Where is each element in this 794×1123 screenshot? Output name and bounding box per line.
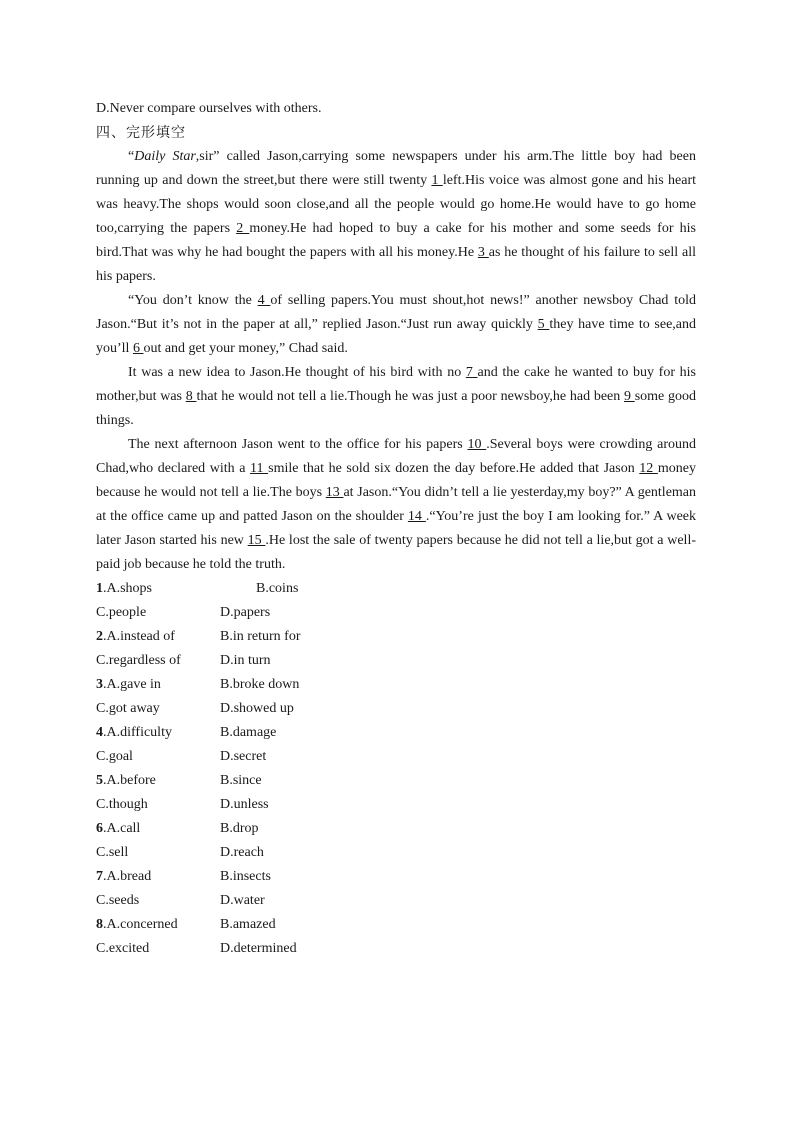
cloze-blank: 15 [247, 533, 266, 548]
cloze-blank: 5 [537, 317, 550, 332]
passage-text: out and get your money,” Chad said. [143, 341, 348, 356]
cloze-blank: 4 [257, 293, 271, 308]
option-b: B.coins [256, 581, 299, 596]
option-row [96, 793, 696, 817]
passage-text: The next afternoon Jason went to the office for his papers [128, 437, 468, 452]
option-b: B.amazed [220, 917, 276, 932]
passage-text: smile that he sold six dozen the day before.He added that Jason [268, 461, 640, 476]
cloze-blank: 10 [467, 437, 487, 452]
option-row [96, 865, 696, 889]
passage-text: money because he would not tell a lie.The boys [96, 461, 696, 500]
option-c: C.regardless of [96, 653, 181, 668]
cloze-blank: 11 [250, 461, 269, 476]
option-b: B.since [220, 773, 262, 788]
option-a-text: .A.bread [103, 869, 152, 884]
option-row [96, 745, 696, 769]
passage-text: money.He had hoped to buy a cake for his mother and some seeds for his bird.That was why he had bought the papers with all his money.He [96, 221, 696, 260]
option-c: C.goal [96, 749, 133, 764]
option-row [96, 649, 696, 673]
newspaper-title: Daily Star [134, 149, 196, 164]
passage-text: .Several boys were crowding around Chad,who declared with a [96, 437, 696, 476]
passage-text: of selling papers.You must shout,hot news!” another newsboy Chad told Jason.“But it’s not in the paper at all,” replied Jason.“Just run away quickly [96, 293, 697, 332]
option-c: C.excited [96, 941, 150, 956]
option-a [96, 865, 220, 889]
cloze-blank: 2 [236, 221, 250, 236]
option-row [96, 817, 696, 841]
cloze-blank: 14 [407, 509, 426, 524]
passage-paragraph [96, 433, 696, 577]
cloze-blank: 8 [185, 389, 197, 404]
option-row [96, 673, 696, 697]
passage-text: as he thought of his failure to sell all his papers. [96, 245, 696, 284]
question-number: 8 [96, 917, 103, 932]
option-a [96, 769, 220, 793]
option-row [96, 577, 696, 601]
option-row [96, 697, 696, 721]
passage-text: they have time to see,and you’ll [96, 317, 697, 356]
option-d: D.water [220, 893, 265, 908]
option-d: D.determined [220, 941, 297, 956]
option-row [96, 625, 696, 649]
question-number: 5 [96, 773, 103, 788]
option-a-text: .A.instead of [103, 629, 175, 644]
passage-text: at Jason.“You didn’t tell a lie yesterday,my boy?” A gentleman at the office came up and patted Jason on the shoulder [96, 485, 697, 524]
options-list [96, 577, 696, 961]
passage-paragraph [96, 145, 696, 289]
option-a-text: .A.call [103, 821, 141, 836]
option-a-text: .A.difficulty [103, 725, 172, 740]
option-d: D.unless [220, 797, 269, 812]
cloze-blank: 3 [477, 245, 489, 260]
option-d: D.secret [220, 749, 267, 764]
section-heading: 四、完形填空 [96, 125, 186, 141]
cloze-blank: 1 [431, 173, 443, 188]
question-number: 1 [96, 581, 103, 596]
option-b: B.broke down [220, 677, 300, 692]
option-row [96, 721, 696, 745]
option-a [96, 673, 220, 697]
option-c: C.though [96, 797, 148, 812]
option-row [96, 601, 696, 625]
passage-text: ,sir” called Jason,carrying some newspapers under his arm.The little boy had been running up and down the street,but there were still twenty [96, 149, 696, 188]
passage-text: “You don’t know the [128, 293, 258, 308]
option-a [96, 625, 220, 649]
option-a [96, 577, 256, 601]
option-d: D.reach [220, 845, 264, 860]
passage-text: some good things. [96, 389, 697, 428]
cloze-passage [96, 145, 696, 577]
passage-paragraph [96, 289, 696, 361]
option-row [96, 769, 696, 793]
option-a-text: .A.before [103, 773, 156, 788]
option-row [96, 889, 696, 913]
option-d: D.papers [220, 605, 271, 620]
question-number: 7 [96, 869, 103, 884]
option-c: C.people [96, 605, 147, 620]
option-b: B.insects [220, 869, 271, 884]
option-a-text: .A.gave in [103, 677, 161, 692]
passage-text: .“You’re just the boy I am looking for.” A week later Jason started his new [96, 509, 696, 548]
question-number: 2 [96, 629, 103, 644]
passage-text: “ [128, 149, 135, 164]
option-row [96, 841, 696, 865]
option-row [96, 937, 696, 961]
passage-paragraph [96, 361, 696, 433]
document-page [96, 97, 696, 961]
option-d: D.in turn [220, 653, 271, 668]
option-b: B.drop [220, 821, 259, 836]
cloze-blank: 9 [623, 389, 635, 404]
option-c: C.seeds [96, 893, 140, 908]
option-a [96, 913, 220, 937]
option-c: C.got away [96, 701, 160, 716]
cloze-blank: 6 [132, 341, 144, 356]
option-a-text: .A.shops [103, 581, 153, 596]
passage-text: that he would not tell a lie.Though he was just a poor newsboy,he had been [196, 389, 624, 404]
option-d: D.showed up [220, 701, 294, 716]
passage-text: It was a new idea to Jason.He thought of his bird with no [128, 365, 466, 380]
passage-text: left.His voice was almost gone and his heart was heavy.The shops would soon close,and all the people would go home.He would have to go home too,carrying the papers [96, 173, 697, 236]
question-number: 4 [96, 725, 103, 740]
passage-text: .He lost the sale of twenty papers because he did not tell a lie,but got a well-paid job because he told the truth. [96, 533, 696, 572]
option-a [96, 721, 220, 745]
question-number: 3 [96, 677, 103, 692]
option-row [96, 913, 696, 937]
option-a [96, 817, 220, 841]
cloze-blank: 12 [639, 461, 658, 476]
option-b: B.damage [220, 725, 277, 740]
previous-option-line: D.Never compare ourselves with others. [96, 101, 322, 116]
option-c: C.sell [96, 845, 129, 860]
option-b: B.in return for [220, 629, 301, 644]
option-a-text: .A.concerned [103, 917, 178, 932]
question-number: 6 [96, 821, 103, 836]
cloze-blank: 13 [325, 485, 344, 500]
cloze-blank: 7 [465, 365, 478, 380]
passage-text: and the cake he wanted to buy for his mother,but was [96, 365, 696, 404]
